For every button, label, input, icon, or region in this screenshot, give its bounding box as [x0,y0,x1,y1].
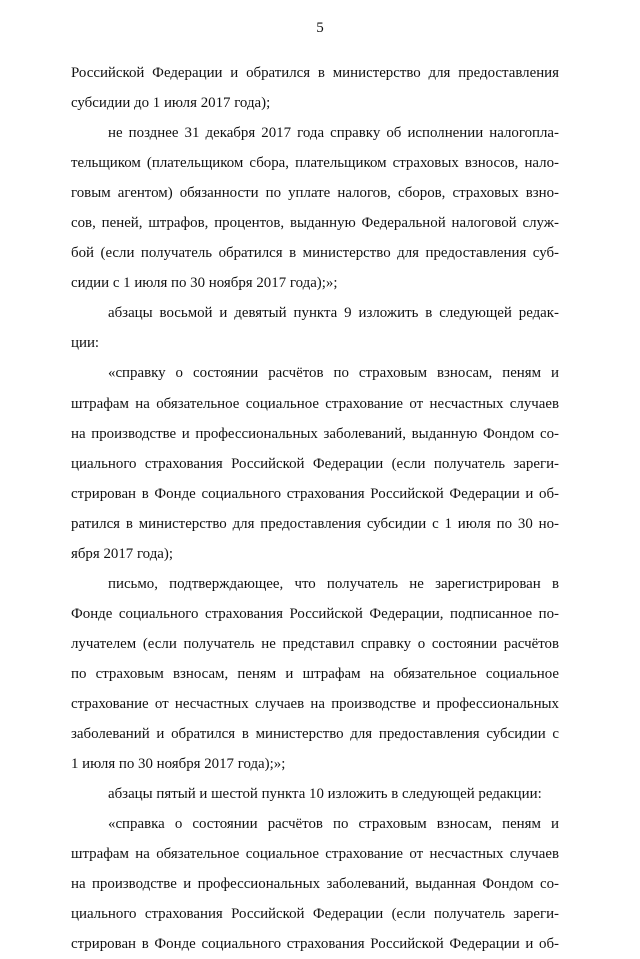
text-line: не позднее 31 декабря 2017 года справку об исполнении налогопла- [108,125,559,142]
text-line: говым агентом) обязанности по уплате налогов, сборов, страховых взно- [71,185,559,202]
text-line: циального страхования Российской Федерации (если получатель зареги- [71,455,559,472]
text-line: стрирован в Фонде социального страхования Российской Федерации и об- [71,485,559,502]
text-line: ции: [71,335,100,352]
text-line: «справка о состоянии расчётов по страховым взносам, пеням и [108,816,559,833]
text-line: штрафам на обязательное социальное страхование от несчастных случаев [71,846,559,863]
text-line: тельщиком (плательщиком сбора, плательщиком страховых взносов, нало- [71,155,559,172]
text-line: лучателем (если получатель не представил справку о состоянии расчётов [71,635,559,652]
text-line: страхование от несчастных случаев на производстве и профессиональных [71,695,559,712]
page-number: 5 [316,20,324,36]
text-line: абзацы восьмой и девятый пункта 9 изложить в следующей редак- [108,305,559,322]
text-line: ратился в министерство для предоставления субсидии с 1 июля по 30 но- [71,515,559,532]
text-line: циального страхования Российской Федерации (если получатель зареги- [71,906,559,923]
text-line: субсидии до 1 июля 2017 года); [71,95,271,112]
text-line: «справку о состоянии расчётов по страховым взносам, пеням и [108,365,559,382]
text-line: бой (если получатель обратился в министерство для предоставления суб- [71,245,559,262]
text-line: стрирован в Фонде социального страхования Российской Федерации и об- [71,936,559,953]
text-line: заболеваний и обратился в министерство для предоставления субсидии с [71,726,559,743]
text-line: по страховым взносам, пеням и штрафам на обязательное социальное [71,665,559,682]
text-line: письмо, подтверждающее, что получатель не зарегистрирован в [108,575,559,592]
text-line: на производстве и профессиональных заболеваний, выданная Фондом со- [71,876,559,893]
text-line: абзацы пятый и шестой пункта 10 изложить в следующей редакции: [108,786,542,803]
text-line: Фонде социального страхования Российской Федерации, подписанное по- [71,605,559,622]
text-line: на производстве и профессиональных заболеваний, выданную Фондом со- [71,425,559,442]
text-line: 1 июля по 30 ноября 2017 года);»; [71,756,286,773]
text-line: Российской Федерации и обратился в министерство для предоставления [71,65,559,81]
text-line: сов, пеней, штрафов, процентов, выданную Федеральной налоговой служ- [71,215,559,232]
text-line: ября 2017 года); [71,545,173,562]
text-line: сидии с 1 июля по 30 ноября 2017 года);»; [71,275,338,292]
document-body [71,58,559,959]
text-line: штрафам на обязательное социальное страхование от несчастных случаев [71,395,559,412]
